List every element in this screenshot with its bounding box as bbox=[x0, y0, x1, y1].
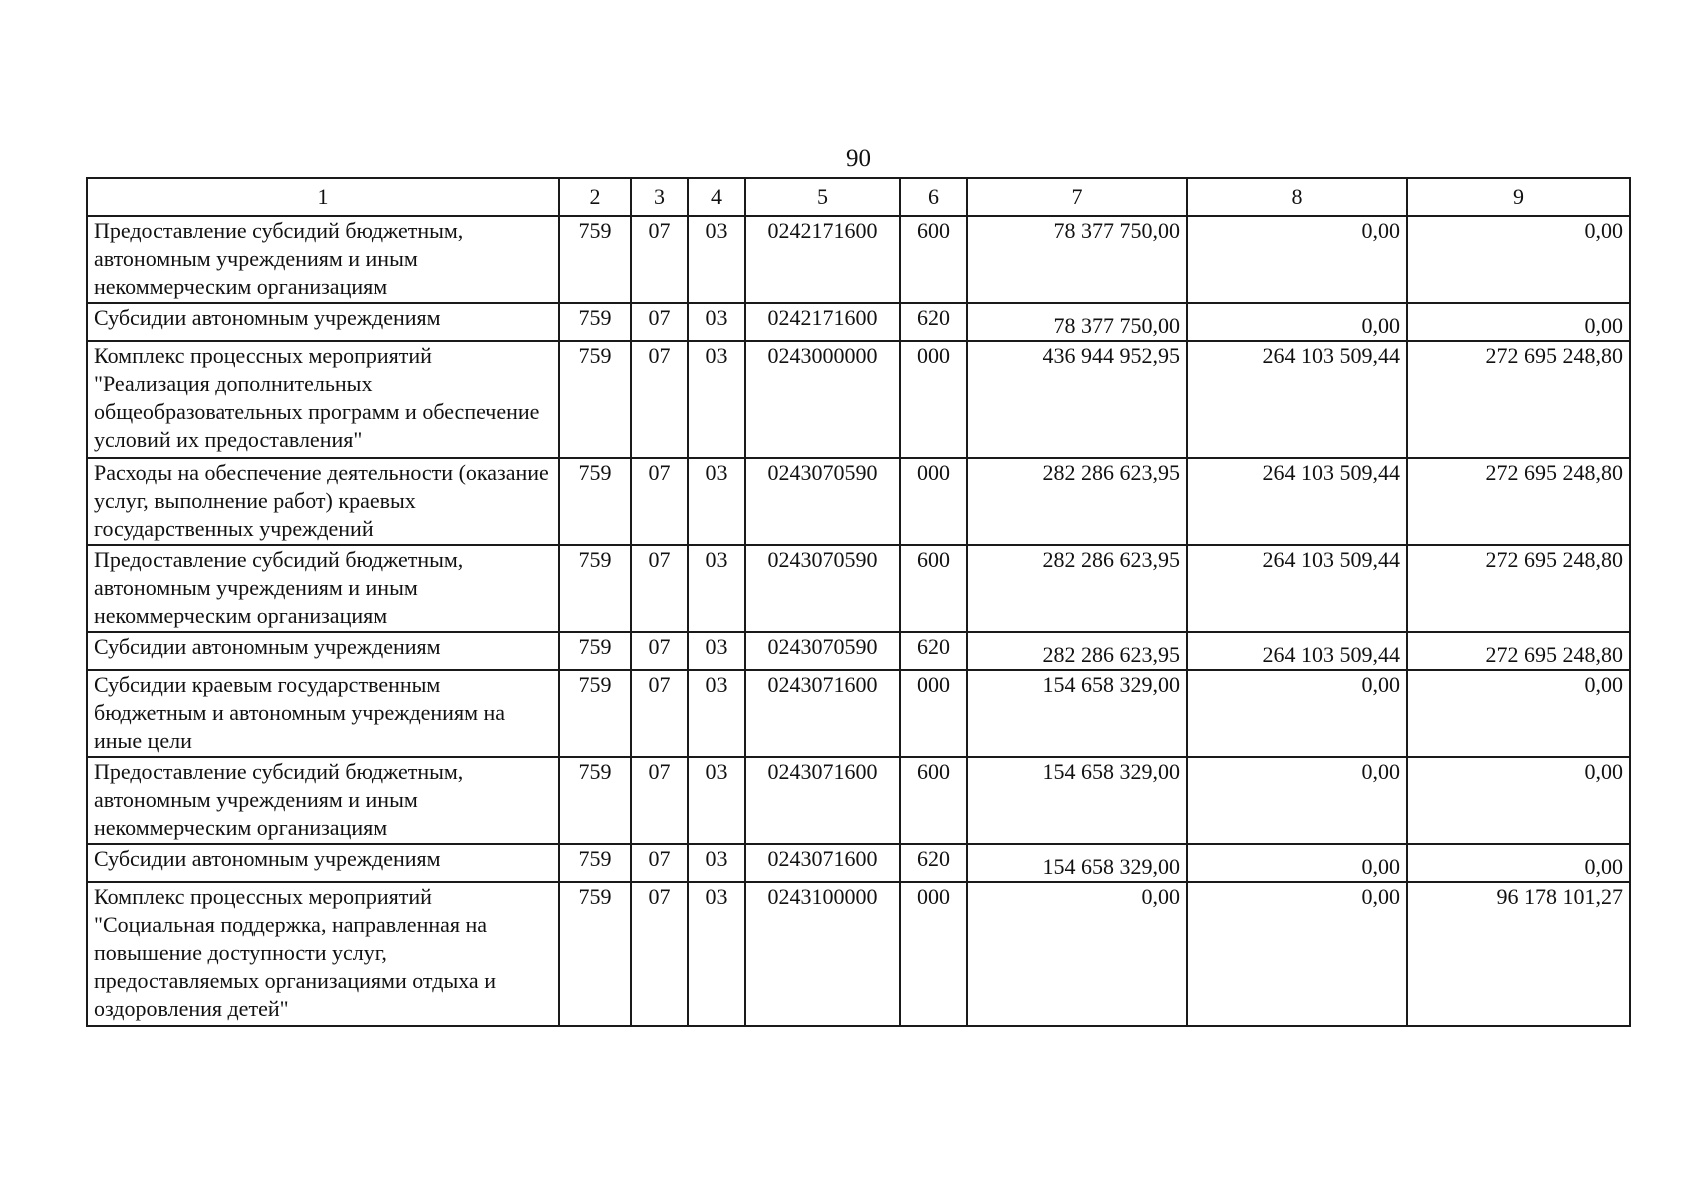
column-header: 9 bbox=[1407, 178, 1630, 216]
amount-cell: 272 695 248,80 bbox=[1407, 458, 1630, 545]
code-cell: 759 bbox=[559, 632, 631, 670]
table-row bbox=[87, 458, 1630, 545]
code-cell: 000 bbox=[900, 670, 967, 757]
column-header: 2 bbox=[559, 178, 631, 216]
code-cell: 0243071600 bbox=[745, 757, 900, 844]
code-cell: 0243071600 bbox=[745, 844, 900, 882]
amount-cell: 0,00 bbox=[1407, 216, 1630, 303]
code-cell: 759 bbox=[559, 844, 631, 882]
code-cell: 03 bbox=[688, 670, 745, 757]
row-name: Субсидии автономным учреждениям bbox=[87, 844, 559, 882]
code-cell: 759 bbox=[559, 882, 631, 1026]
amount-cell: 0,00 bbox=[1407, 670, 1630, 757]
code-cell: 07 bbox=[631, 670, 688, 757]
code-cell: 03 bbox=[688, 882, 745, 1026]
amount-cell: 96 178 101,27 bbox=[1407, 882, 1630, 1026]
table-row bbox=[87, 882, 1630, 1026]
code-cell: 07 bbox=[631, 882, 688, 1026]
code-cell: 03 bbox=[688, 632, 745, 670]
amount-cell: 272 695 248,80 bbox=[1407, 632, 1630, 670]
code-cell: 03 bbox=[688, 545, 745, 632]
amount-cell: 0,00 bbox=[1187, 882, 1407, 1026]
table-row bbox=[87, 757, 1630, 844]
code-cell: 0243100000 bbox=[745, 882, 900, 1026]
code-cell: 759 bbox=[559, 216, 631, 303]
amount-cell: 264 103 509,44 bbox=[1187, 545, 1407, 632]
table-row bbox=[87, 632, 1630, 670]
code-cell: 03 bbox=[688, 303, 745, 341]
column-header: 3 bbox=[631, 178, 688, 216]
code-cell: 759 bbox=[559, 303, 631, 341]
amount-cell: 0,00 bbox=[1187, 844, 1407, 882]
amount-cell: 282 286 623,95 bbox=[967, 545, 1187, 632]
amount-cell: 436 944 952,95 bbox=[967, 341, 1187, 458]
row-name: Субсидии краевым государственным бюджетным и автономным учреждениям на иные цели bbox=[87, 670, 559, 757]
table-header-row bbox=[87, 178, 1630, 216]
code-cell: 03 bbox=[688, 757, 745, 844]
amount-cell: 264 103 509,44 bbox=[1187, 632, 1407, 670]
table-row bbox=[87, 670, 1630, 757]
table-row bbox=[87, 844, 1630, 882]
code-cell: 620 bbox=[900, 303, 967, 341]
code-cell: 07 bbox=[631, 458, 688, 545]
row-name: Субсидии автономным учреждениям bbox=[87, 632, 559, 670]
column-header: 6 bbox=[900, 178, 967, 216]
code-cell: 600 bbox=[900, 757, 967, 844]
row-name: Комплекс процессных мероприятий "Социальная поддержка, направленная на повышение доступности услуг, предоставляемых организациями отдыха и оздоровления детей" bbox=[87, 882, 559, 1026]
code-cell: 0243071600 bbox=[745, 670, 900, 757]
code-cell: 759 bbox=[559, 670, 631, 757]
code-cell: 000 bbox=[900, 458, 967, 545]
code-cell: 03 bbox=[688, 341, 745, 458]
row-name: Предоставление субсидий бюджетным, автономным учреждениям и иным некоммерческим организациям bbox=[87, 216, 559, 303]
code-cell: 0243070590 bbox=[745, 458, 900, 545]
code-cell: 759 bbox=[559, 458, 631, 545]
row-name: Предоставление субсидий бюджетным, автономным учреждениям и иным некоммерческим организациям bbox=[87, 757, 559, 844]
amount-cell: 0,00 bbox=[1407, 757, 1630, 844]
code-cell: 0242171600 bbox=[745, 303, 900, 341]
column-header: 5 bbox=[745, 178, 900, 216]
amount-cell: 0,00 bbox=[1187, 670, 1407, 757]
code-cell: 620 bbox=[900, 632, 967, 670]
amount-cell: 0,00 bbox=[967, 882, 1187, 1026]
code-cell: 600 bbox=[900, 216, 967, 303]
column-header: 4 bbox=[688, 178, 745, 216]
row-name: Расходы на обеспечение деятельности (оказание услуг, выполнение работ) краевых государственных учреждений bbox=[87, 458, 559, 545]
code-cell: 759 bbox=[559, 545, 631, 632]
code-cell: 07 bbox=[631, 545, 688, 632]
code-cell: 07 bbox=[631, 216, 688, 303]
amount-cell: 154 658 329,00 bbox=[967, 757, 1187, 844]
code-cell: 0243070590 bbox=[745, 632, 900, 670]
code-cell: 07 bbox=[631, 303, 688, 341]
code-cell: 07 bbox=[631, 757, 688, 844]
amount-cell: 0,00 bbox=[1407, 844, 1630, 882]
amount-cell: 282 286 623,95 bbox=[967, 458, 1187, 545]
code-cell: 000 bbox=[900, 341, 967, 458]
table-row bbox=[87, 303, 1630, 341]
page-number: 90 bbox=[846, 145, 871, 172]
code-cell: 0243000000 bbox=[745, 341, 900, 458]
table-row bbox=[87, 545, 1630, 632]
code-cell: 03 bbox=[688, 216, 745, 303]
amount-cell: 0,00 bbox=[1187, 216, 1407, 303]
code-cell: 759 bbox=[559, 757, 631, 844]
column-header: 8 bbox=[1187, 178, 1407, 216]
table-row bbox=[87, 216, 1630, 303]
amount-cell: 154 658 329,00 bbox=[967, 670, 1187, 757]
code-cell: 03 bbox=[688, 844, 745, 882]
amount-cell: 272 695 248,80 bbox=[1407, 341, 1630, 458]
column-header: 1 bbox=[87, 178, 559, 216]
amount-cell: 0,00 bbox=[1407, 303, 1630, 341]
code-cell: 07 bbox=[631, 632, 688, 670]
row-name: Субсидии автономным учреждениям bbox=[87, 303, 559, 341]
amount-cell: 0,00 bbox=[1187, 757, 1407, 844]
amount-cell: 264 103 509,44 bbox=[1187, 341, 1407, 458]
amount-cell: 282 286 623,95 bbox=[967, 632, 1187, 670]
row-name: Предоставление субсидий бюджетным, автономным учреждениям и иным некоммерческим организациям bbox=[87, 545, 559, 632]
amount-cell: 154 658 329,00 bbox=[967, 844, 1187, 882]
table-row bbox=[87, 341, 1630, 458]
amount-cell: 264 103 509,44 bbox=[1187, 458, 1407, 545]
code-cell: 0243070590 bbox=[745, 545, 900, 632]
code-cell: 07 bbox=[631, 341, 688, 458]
code-cell: 000 bbox=[900, 882, 967, 1026]
budget-table bbox=[86, 177, 1631, 1027]
amount-cell: 0,00 bbox=[1187, 303, 1407, 341]
code-cell: 07 bbox=[631, 844, 688, 882]
code-cell: 03 bbox=[688, 458, 745, 545]
amount-cell: 78 377 750,00 bbox=[967, 216, 1187, 303]
amount-cell: 78 377 750,00 bbox=[967, 303, 1187, 341]
amount-cell: 272 695 248,80 bbox=[1407, 545, 1630, 632]
code-cell: 620 bbox=[900, 844, 967, 882]
code-cell: 759 bbox=[559, 341, 631, 458]
code-cell: 600 bbox=[900, 545, 967, 632]
code-cell: 0242171600 bbox=[745, 216, 900, 303]
column-header: 7 bbox=[967, 178, 1187, 216]
row-name: Комплекс процессных мероприятий "Реализация дополнительных общеобразовательных программ и обеспечение условий их предоставления" bbox=[87, 341, 559, 458]
